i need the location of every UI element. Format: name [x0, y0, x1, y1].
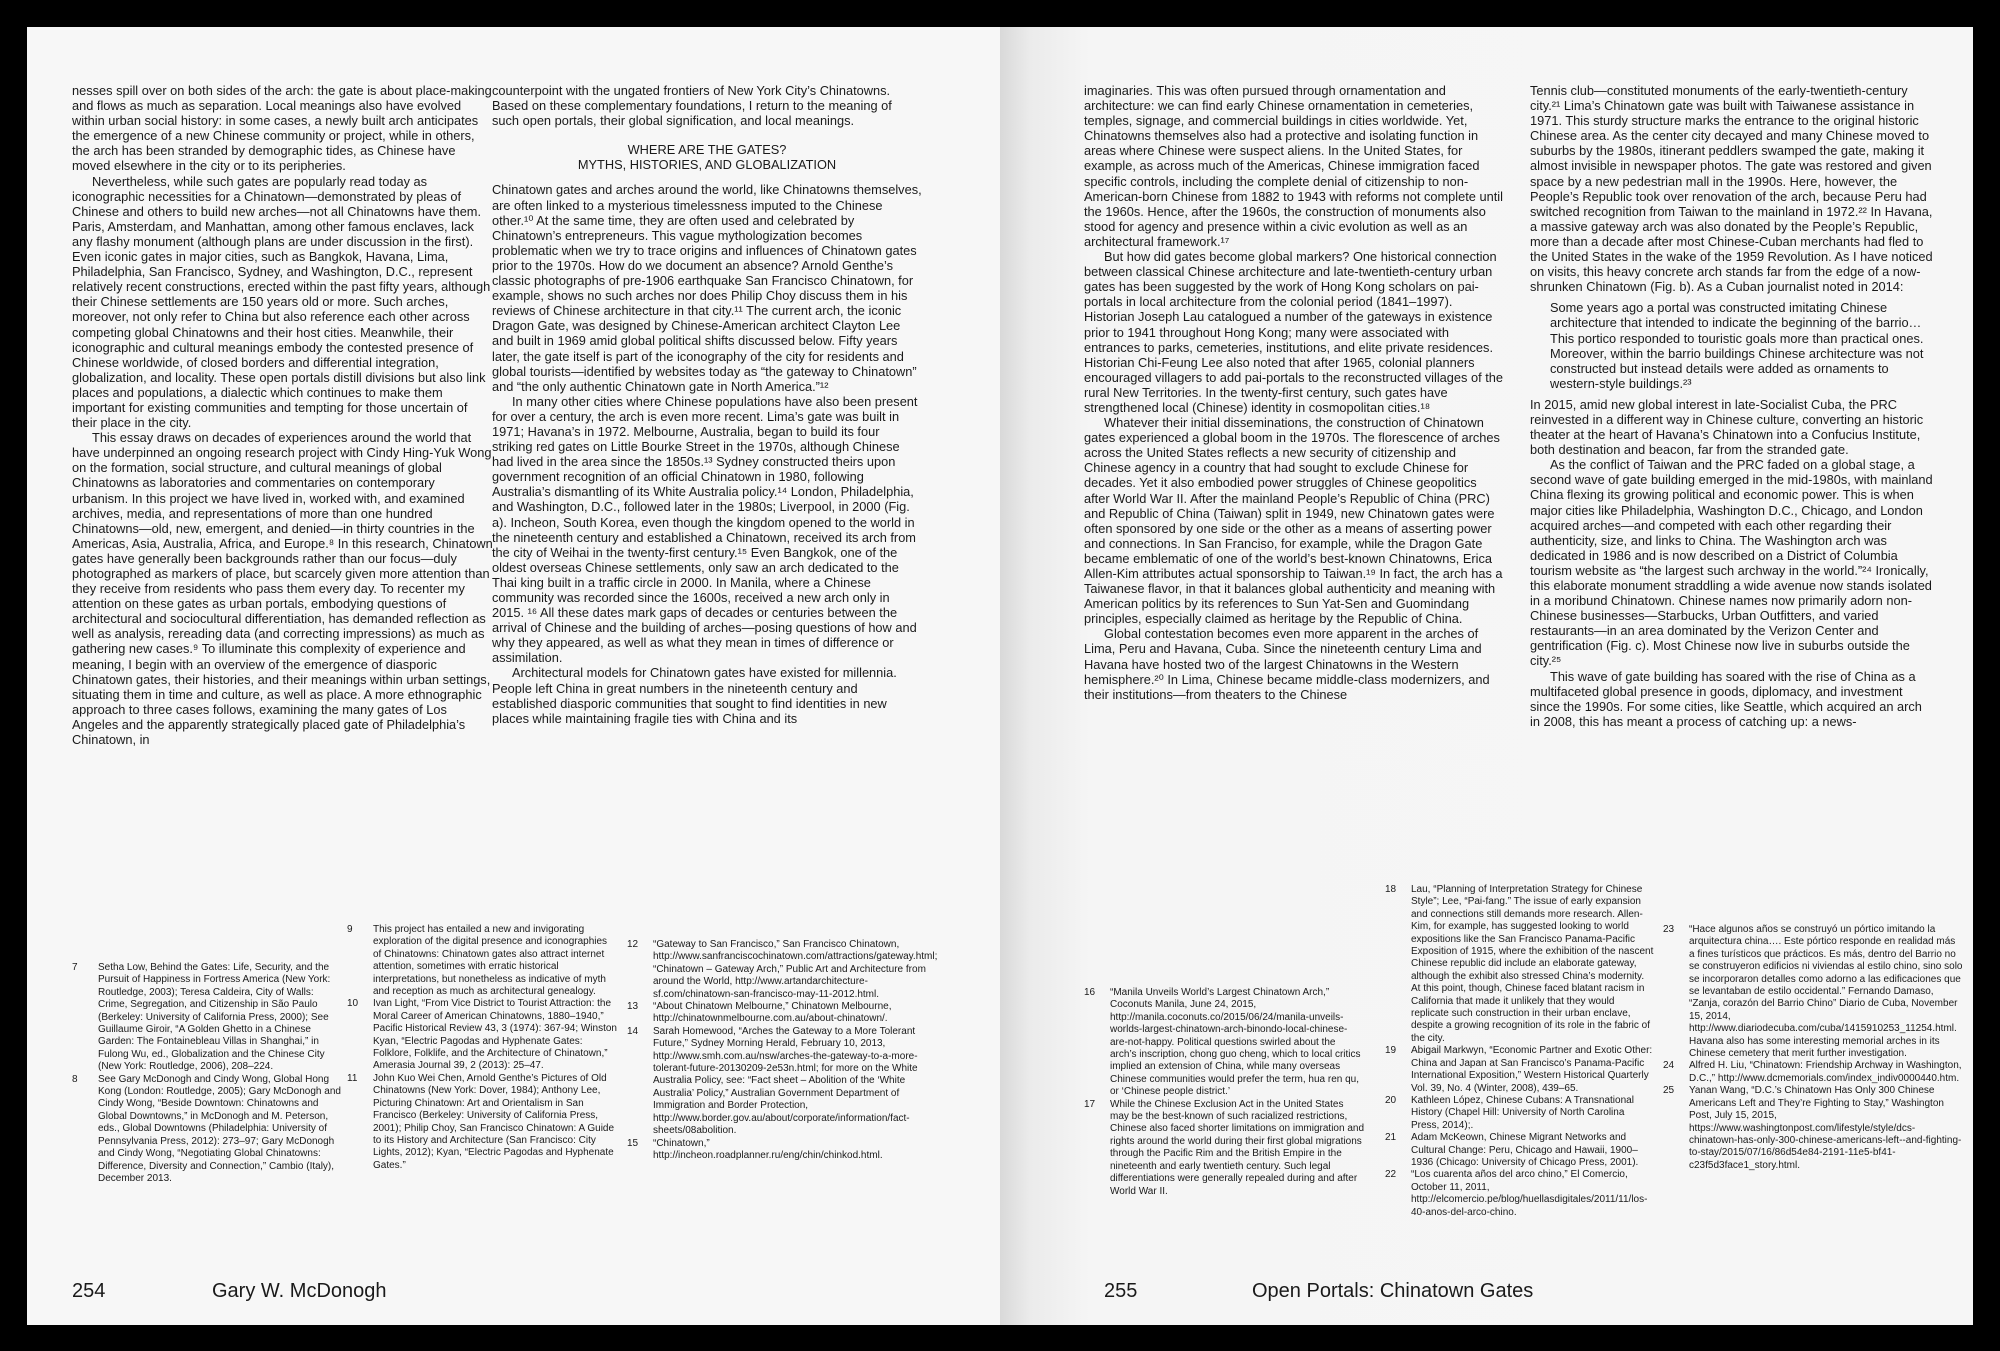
paragraph: Architectural models for Chinatown gates have existed for millennia. People left China in great numbers in the nineteenth century and established diasporic communities that sought to find identities in new places while maintaining fragile ties with China and its: [492, 665, 897, 726]
footnote: [1084, 987, 1364, 1099]
footnote: [72, 962, 342, 1074]
paragraph: Global contestation becomes even more apparent in the arches of Lima, Peru and Havana, Cuba. Since the nineteenth century Lima and Havana have hosted two of the largest Chinatowns in the Western hemisphere.²⁰ In Lima, Chinese became middle-class modernizers, and their institutions—from theaters to the Chinese: [1084, 626, 1490, 702]
footnote-text: “Los cuarenta años del arco chino,” El Comercio, October 11, 2011, http://elcomercio.pe/blog/huellasdigitales/2011/11/los-40-anos-del-arco-chino.: [1411, 1169, 1648, 1218]
footnote-text: “About Chinatown Melbourne,” Chinatown Melbourne, http://chinatownmelbourne.com.au/about-chinatown/.: [653, 1001, 892, 1025]
footnote-text: This project has entailed a new and invigorating exploration of the digital presence and iconographies of Chinatowns: Chinatown gates also attract internet attention, sometimes with erratic historical interpretations, but nonetheless as indicative of myth and reception as much as architectural genealogy.: [373, 924, 608, 998]
footnote-number: 24: [1663, 1060, 1675, 1072]
paragraph: Chinatown gates and arches around the world, like Chinatowns themselves, are often linked to a mysterious timelessness imputed to the Chinese other.¹⁰ At the same time, they are often used and celebrated by Chinatown’s entrepreneurs. This vague mythologization becomes problematic when we try to trace origins and influences of Chinatown gates prior to the 1970s. How do we document an absence? Arnold Genthe’s classic photographs of pre-1906 earthquake San Francisco Chinatown, for example, shows no such arches nor does Philip Choy discuss them in his reviews of Chinese architecture in that city.¹¹ The current arch, the iconic Dragon Gate, was designed by Chinese-American architect Clayton Lee and built in 1969 amid global political shifts discussed below. Fifty years later, the gate itself is part of the iconography of the city for residents and global tourists—identified by websites today as “the gateway to Chinatown” and “the only authentic Chinatown gate in North America.”¹²: [492, 182, 922, 394]
footnote-text: Yanan Wang, “D.C.’s Chinatown Has Only 300 Chinese Americans Left and They’re Fighting to Stay,” Washington Post, July 15, 2015, https://www.washingtonpost.com/lifestyle/style/dcs-chinatown-has-only-300-chinese-americans-left--and-fighting-to-stay/2015/07/16/86d54e84-2191-11e5-bf41-c23f5d3face1_story.html.: [1689, 1085, 1962, 1171]
footnote: [1385, 1132, 1655, 1169]
footnote-number: 7: [72, 962, 78, 973]
paragraph: Tennis club—constituted monuments of the early-twentieth-century city.²¹ Lima’s Chinatown gate was built with Taiwanese assistance in 1971. This sturdy structure marks the entrance to the original historic Chinese area. As the center city decayed and many Chinese moved to suburbs by the 1980s, itinerant peddlers swamped the gate, making it almost invisible in newspaper photos. The gate was restored and given space by a new pedestrian mall in the 1990s. Here, however, the People’s Republic took over renovation of the arch, because Peru had switched recognition from Taiwan to the mainland in 1972.²² In Havana, a massive gateway arch was also donated by the People’s Republic, more than a decade after most Chinese-Cuban merchants had fled to the United States in the wake of the 1959 Revolution. As I have noticed on visits, this heavy concrete arch stands far from the edge of a now-shrunken Chinatown (Fig. b). As a Cuban journalist noted in 2014:: [1530, 83, 1933, 295]
footnote-text: Sarah Homewood, “Arches the Gateway to a More Tolerant Future,” Sydney Morning Herald, February 10, 2013, http://www.smh.com.au/nsw/arches-the-gateway-to-a-more-tolerant-future-20130209-2e53n.html; for more on the White Australia Policy, see: “Fact sheet – Abolition of the ‘White Australia’ Policy,” Australian Government Department of Immigration and Border Protection, http://www.border.gov.au/about/corporate/information/fact-sheets/08abolition.: [653, 1025, 918, 1137]
footnote-number: 25: [1663, 1085, 1675, 1097]
footnote: [627, 1026, 927, 1138]
footnote: [1385, 884, 1655, 1045]
paragraph: As the conflict of Taiwan and the PRC faded on a global stage, a second wave of gate building emerged in the mid-1980s, with mainland China flexing its growing political and economic power. This is when major cities like Philadelphia, Washington D.C., Chicago, and London acquired arches—and competed with each other regarding their authenticity, size, and links to China. The Washington arch was dedicated in 1986 and is now described on a District of Columbia tourism website as “the largest such archway in the world.”²⁴ Ironically, this elaborate monument straddling a wide avenue now stands isolated in a moribund Chinatown. Chinese names now primarily adorn non-Chinese businesses—Starbucks, Urban Outfitters, and varied restaurants—in an area dominated by the Verizon Center and gentrification (Fig. c). Most Chinese now live in suburbs outside the city.²⁵: [1530, 457, 1933, 669]
section-heading: [492, 142, 922, 172]
paragraph: This wave of gate building has soared with the rise of China as a multifaceted global presence in goods, diplomacy, and investment since the 1990s. For some cities, like Seattle, which acquired an arch in 2008, this has meant a process of catching up: a news-: [1530, 668, 1922, 729]
footnote-number: 17: [1084, 1098, 1096, 1110]
footnotes-column-3: [627, 939, 938, 1162]
footnote-text: See Gary McDonogh and Cindy Wong, Global Hong Kong (London: Routledge, 2005); Gary McDonogh and Cindy Wong, “Beside Downtown: Chinatowns and Global Downtowns,” in McDonogh and M. Peterson, eds., Global Downtowns (Philadelphia: University of Pennsylvania Press, 2012): 273–97; Gary McDonogh and Cindy Wong, “Negotiating Global Chinatowns: Difference, Diversity and Connection,” Cambio (Italy), December 2013.: [98, 1073, 341, 1184]
footnote: [1663, 924, 1963, 1060]
footnote-number: 16: [1084, 987, 1096, 998]
running-head-author: Gary W. McDonogh: [212, 1280, 387, 1302]
footnotes-column-1: [1084, 987, 1364, 1198]
footnote-number: 13: [627, 1001, 639, 1013]
footnote-text: “Gateway to San Francisco,” San Francisco Chinatown, http://www.sanfranciscochinatown.com/attractions/gateway.html; “Chinatown – Gateway Arch,” Public Art and Architecture from around the World, http://www.artandarchitecture-sf.com/chinatown-san-francisco-may-11-2012.html.: [653, 939, 938, 1000]
footnote-text: Abigail Markwyn, “Economic Partner and Exotic Other: China and Japan at San Francisco’s Panama-Pacific International Exposition,” Western Historical Quarterly Vol. 39, No. 4 (Winter, 2008), 439–65.: [1411, 1045, 1653, 1094]
footnotes-column-3: [1663, 924, 1963, 1172]
footnote: [627, 1138, 927, 1163]
footnote: [627, 1001, 927, 1026]
footnote-text: Adam McKeown, Chinese Migrant Networks and Cultural Change: Peru, Chicago and Hawaii, 1900–1936 (Chicago: University of Chicago Press, 2001).: [1411, 1132, 1639, 1168]
footnote-number: 23: [1663, 924, 1675, 935]
paragraph: But how did gates become global markers? One historical connection between classical Chinese architecture and late-twentieth-century urban gates has been suggested by the work of Hong Kong scholars on pai-portals in local architecture from the colonial period (1841–1997). Historian Joseph Lau catalogued a number of the gateways in existence prior to 1941 throughout Hong Kong; many were associated with entrances to parks, cemeteries, institutions, and elite private residences. Historian Chi-Feung Lee also noted that after 1965, colonial planners encouraged villagers to add pai-portals to the reconstructed villages of the rural New Territories. In the twenty-first century, such gates have strengthened local (Chinese) identity in cosmopolitan cities.¹⁸: [1084, 249, 1503, 415]
footnote-number: 12: [627, 939, 639, 950]
page-number: 255: [1104, 1280, 1138, 1302]
section-heading-line-1: WHERE ARE THE GATES?: [627, 142, 787, 158]
footnote-text: Alfred H. Liu, “Chinatown: Friendship Archway in Washington, D.C.,” http://www.dcmemorials.com/index_indiv0000440.htm.: [1689, 1060, 1962, 1084]
footnote-number: 21: [1385, 1132, 1397, 1144]
footnote-number: 14: [627, 1025, 639, 1037]
block-quote: Some years ago a portal was constructed imitating Chinese architecture that intended to indicate the beginning of the barrio… This portico responded to touristic goals more than practical ones. Moreover, within the barrio buildings Chinese architecture was not constructed but instead details were added as ornaments to western-style buildings.²³: [1550, 300, 1924, 391]
paragraph: nesses spill over on both sides of the arch: the gate is about place-making and flows as much as separation. Local meanings also have evolved within urban social history: in some cases, a newly built arch anticipates the emergence of a new Chinese community or project, while in others, the arch has been stranded by demographic tides, as Chinese have moved elsewhere in the city or to its peripheries.: [72, 83, 492, 174]
footnote-number: 19: [1385, 1045, 1397, 1057]
paragraph: imaginaries. This was often pursued through ornamentation and architecture: we can find early Chinese ornamentation in cemeteries, temples, signage, and commercial buildings in cities worldwide. Yet, Chinatowns themselves also had a protective and isolating function in areas where Chinese were suspect aliens. In the United States, for example, as across much of the Americas, Chinese immigration faced specific controls, including the complete denial of citizenship to non-American-born Chinese from 1882 to 1943 with reforms not complete until the 1960s. Hence, after the 1960s, the construction of monuments also stood for agency and presence within a civic evolution as well as an architectural framework.¹⁷: [1084, 83, 1503, 249]
footnote-text: John Kuo Wei Chen, Arnold Genthe’s Pictures of Old Chinatowns (New York: Dover, 1984); Anthony Lee, Picturing Chinatown: Art and Orientalism in San Francisco (Berkeley: University of California Press, 2001); Philip Choy, San Francisco Chinatown: A Guide to its History and Architecture (San Francisco: City Lights, 2012); Kyan, “Electric Pagodas and Hyphenate Gates.”: [373, 1072, 615, 1171]
body-column-2: [492, 83, 922, 726]
paragraph: In many other cities where Chinese populations have also been present for over a century, the arch is even more recent. Lima’s gate was built in 1971; Havana’s in 1972. Melbourne, Australia, began to build its four striking red gates on Little Bourke Street in the 1970s, although Chinese had lived in the area since the 1850s.¹³ Sydney constructed theirs upon government recognition of an official Chinatown in 1980, following Australia’s dismantling of its White Australia policy.¹⁴ London, Philadelphia, and Washington, D.C., followed later in the 1980s; Liverpool, in 2000 (Fig. a). Incheon, South Korea, even though the kingdom opened to the world in the nineteenth century and established a Chinatown, received its arch from the city of Weihai in the twenty-first century.¹⁵ Even Bangkok, one of the oldest overseas Chinese settlements, only saw an arch dedicated to the Thai king built in a traffic circle in 2000. In Manila, where a Chinese community was recorded since the 1600s, received a new arch only in 2015. ¹⁶ All these dates mark gaps of decades or centuries between the arrival of Chinese and the building of arches—posing questions of how and why they appeared, as well as what they mean in times of difference or assimilation.: [492, 393, 918, 666]
footnotes-column-2: [347, 924, 617, 1172]
paragraph: In 2015, amid new global interest in late-Socialist Cuba, the PRC reinvested in a different way in Chinese culture, converting an historic theater at the heart of Havana’s Chinatown into a Confucius Institute, both destination and beacon, far from the stranded gate.: [1530, 396, 1924, 458]
footnote: [347, 998, 617, 1072]
body-column-1: [1084, 83, 1505, 702]
footnote: [1663, 1060, 1963, 1085]
left-page: [27, 27, 1000, 1325]
footnote-text: “Chinatown,” http://incheon.roadplanner.ru/eng/chin/chinkod.html.: [653, 1137, 883, 1161]
footnote: [1385, 1169, 1655, 1219]
footnote: [1663, 1085, 1963, 1172]
footnote-text: Setha Low, Behind the Gates: Life, Security, and the Pursuit of Happiness in Fortress America (New York: Routledge, 2003); Teresa Caldeira, City of Walls: Crime, Segregation, and Citizenship in São Paulo (Berkeley: University of California Press, 2000); See Guillaume Giroir, “A Golden Ghetto in a Chinese Garden: The Fontainebleau Villas in Shanghai,” in Fulong Wu, ed., Globalization and the Chinese City (New York: Routledge, 2006), 208–224.: [98, 962, 331, 1073]
footnote-text: Kathleen López, Chinese Cubans: A Transnational History (Chapel Hill: University of North Carolina Press, 2014);.: [1411, 1094, 1634, 1131]
right-page: [1000, 27, 1973, 1325]
footnote-text: Ivan Light, “From Vice District to Tourist Attraction: the Moral Career of American Chinatowns, 1880–1940,” Pacific Historical Review 43, 3 (1974): 367-94; Winston Kyan, “Electric Pagodas and Hyphenate Gates: Folklore, Folklife, and the Architecture of Chinatown,” Amerasia Journal 39, 2 (2013): 25–47.: [373, 998, 617, 1072]
paragraph: This essay draws on decades of experiences around the world that have underpinned an ongoing research project with Cindy Hing-Yuk Wong on the formation, social structure, and cultural meanings of global Chinatowns as laboratories and commentaries on contemporary urbanism. In this project we have lived in, worked with, and examined archives, media, and representations of more than one hundred Chinatowns—old, new, emergent, and denied—in thirty countries in the Americas, Asia, Australia, Africa, and Europe.⁸ In this research, Chinatown gates have generally been backgrounds rather than our focus—duly photographed as markers of place, but scarcely given more attention than they receive from residents who pass them every day. To recenter my attention on these gates as urban portals, embodying questions of architectural and sociocultural differentiation, has demanded reflection as well as analysis, rereading data (and correcting impressions) as much as gathering new cases.⁹ To illuminate this complexity of experience and meaning, I begin with an overview of the emergence of diasporic Chinatown gates, their histories, and their meanings within urban settings, situating them in time and culture, as well as place. A more ethnographic approach to three cases follows, examining the many gates of Los Angeles and the apparently strategically placed gate of Philadelphia’s Chinatown, in: [72, 430, 493, 748]
footnote-number: 20: [1385, 1094, 1397, 1106]
footnote-text: “Hace algunos años se construyó un pórtico imitando la arquitectura china…. Este pórtico responde en realidad más a fines turísticos que prácticos. Es más, dentro del Barrio no se construyeron edificios ni viviendas al estilo chino, sino solo se incorporaron detalles como adorno a las edificaciones que se levantaban de estilo occidental.” Fernando Damaso, “Zanja, corazón del Barrio Chino” Diario de Cuba, November 15, 2014, http://www.diariodecuba.com/cuba/1415910253_11254.html. Havana also has some interesting memorial arches in its Chinese cemetery that merit further investigation.: [1689, 924, 1963, 1060]
footnote: [72, 1074, 342, 1186]
footnote-number: 18: [1385, 884, 1397, 895]
footnote: [1385, 1045, 1655, 1095]
body-column-1: [72, 83, 494, 747]
footnote-number: 8: [72, 1073, 78, 1085]
footnote-number: 10: [347, 998, 359, 1010]
body-column-2: [1530, 83, 1935, 729]
footnote-number: 9: [347, 924, 353, 935]
paragraph: counterpoint with the ungated frontiers of New York City’s Chinatowns. Based on these complementary foundations, I return to the meaning of such open portals, their global signification, and local meanings.: [492, 83, 892, 129]
footnote-text: While the Chinese Exclusion Act in the United States may be the best-known of such racialized restrictions, Chinese also faced shorter limitations on immigration and rights around the world during their first global migrations through the Pacific Rim and the British Empire in the nineteenth and early twentieth century. Such legal differentiations were generally repealed during and after World War II.: [1110, 1098, 1365, 1197]
paragraph: Nevertheless, while such gates are popularly read today as iconographic necessities for a Chinatown—demonstrated by pleas of Chinese and others to build new arches—not all Chinatowns have them. Paris, Amsterdam, and Manhattan, among other famous enclaves, lack any flashy monument (although plans are under discussion in the first). Even iconic gates in major cities, such as Bangkok, Havana, Lima, Philadelphia, San Francisco, Sydney, and Washington, D.C., represent relatively recent constructions, erected within the past fifty years, although their Chinese settlements are 150 years old or more. Such arches, moreover, not only refer to China but also reference each other across competing global Chinatowns and their host cities. Meanwhile, their iconographic and cultural meanings embody the contested presence of Chinese worldwide, of closed borders and differential integration, globalization, and locality. These open portals distill divisions but also link places and populations, a dialectic which continues to make them important for existing communities and tempting for those uncertain of their place in the city.: [72, 173, 491, 431]
footnote: [347, 1073, 617, 1172]
footnote: [627, 939, 938, 1001]
section-heading-line-2: MYTHS, HISTORIES, AND GLOBALIZATION: [577, 157, 837, 173]
footnote-number: 22: [1385, 1169, 1397, 1181]
footnote-text: Lau, “Planning of Interpretation Strategy for Chinese Style”; Lee, “Pai-fang.” The issue of early expansion and connections still demands more research. Allen-Kim, for example, has suggested looking to world expositions like the San Francisco Panama-Pacific Exposition of 1915, where the exhibition of the nascent Chinese republic did include an elaborate gateway, although the exhibit also stressed China’s modernity. At this point, though, Chinese faced blatant racism in California that made it unlikely that they would replicate such construction in their urban enclave, despite a growing recognition of its role in the fabric of the city.: [1411, 884, 1654, 1044]
footnote: [347, 924, 617, 998]
footnote: [1084, 1099, 1364, 1198]
footnotes-column-2: [1385, 884, 1655, 1219]
footnote-text: “Manila Unveils World’s Largest Chinatown Arch,” Coconuts Manila, June 24, 2015, http://manila.coconuts.co/2015/06/24/manila-unveils-worlds-largest-chinatown-arch-binondo-local-chinese-are-not-happy. Political questions swirled about the arch’s inscription, chong guo cheng, which to local critics implied an extension of China, while many overseas Chinese communities would prefer the term, hua ren qu, or ‘Chinese people district.’: [1110, 987, 1361, 1098]
footnote: [1385, 1095, 1655, 1132]
footnote-number: 15: [627, 1137, 639, 1149]
running-head-title: Open Portals: Chinatown Gates: [1252, 1280, 1534, 1302]
footnotes-column-1: [72, 962, 342, 1185]
page-number: 254: [72, 1280, 106, 1302]
paragraph: Whatever their initial disseminations, the construction of Chinatown gates experienced a global boom in the 1970s. The florescence of arches across the United States reflects a new security of citizenship and Chinese agency in a country that had sought to exclude Chinese for decades. Yet it also embodied power struggles of Chinese geopolitics after World War II. After the mainland People’s Republic of China (PRC) and Republic of China (Taiwan) split in 1949, new Chinatown gates were often sponsored by one side or the other as a means of asserting power and connections. In San Franciso, for example, while the Dragon Gate became emblematic of one of the world’s best-known Chinatowns, Erica Allen-Kim attributes actual sponsorship to Taiwan.¹⁹ In fact, the arch has a Taiwanese flavor, in that it balances global authenticity and meaning with American politics by its references to Sun Yat-Sen and Guomindang principles, especially claimed as heritage by the Republic of China.: [1084, 415, 1503, 627]
footnote-number: 11: [347, 1072, 358, 1084]
